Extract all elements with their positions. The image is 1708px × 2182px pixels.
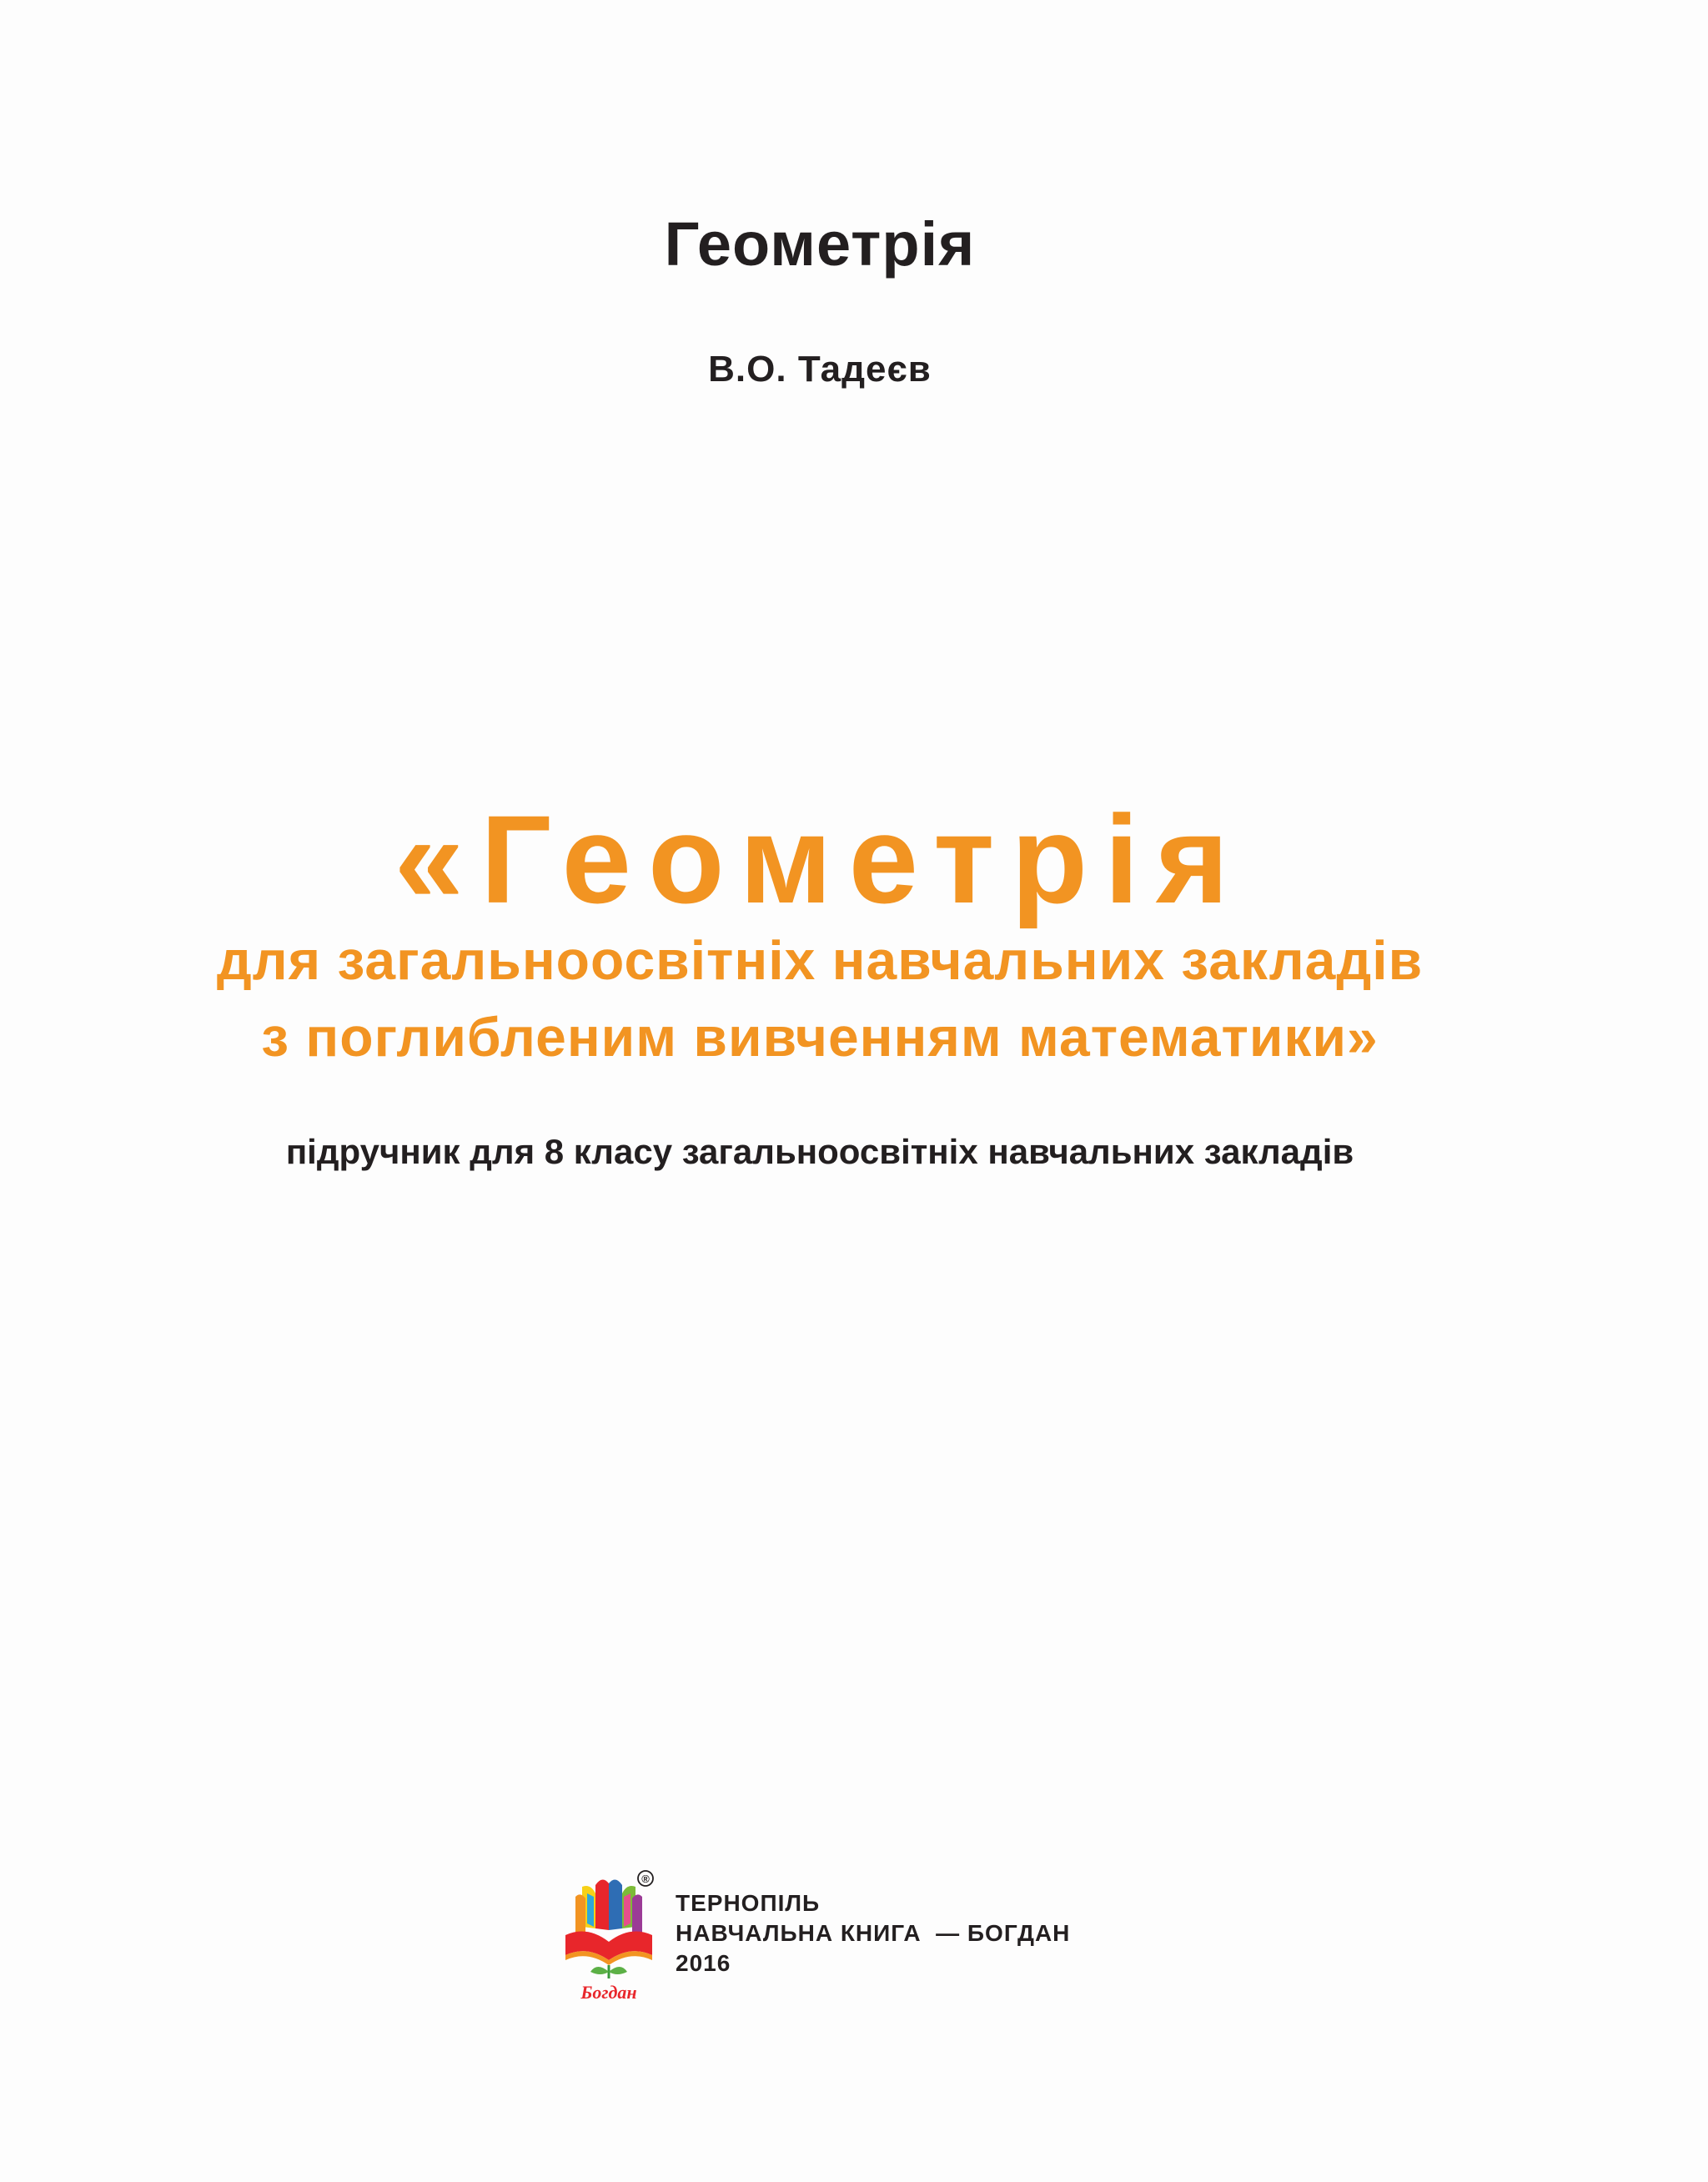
book-title-line-3: з поглибленим вивченням математики» — [261, 1006, 1379, 1068]
publisher-city: ТЕРНОПІЛЬ — [676, 1890, 821, 1916]
bogdan-logo-icon — [557, 1868, 661, 2006]
book-subtitle: підручник для 8 класу загальноосвітніх навчальних закладів — [285, 1132, 1354, 1171]
logo-text: Богдан — [580, 1982, 637, 2003]
registered-mark: ® — [641, 1873, 650, 1885]
publisher-info — [676, 1888, 1070, 1978]
page-title: Геометрія — [664, 209, 976, 279]
book-title-line-2: для загальноосвітніх навчальних закладів — [216, 929, 1424, 991]
publisher-name: НАВЧАЛЬНА КНИГА — БОГДАН — [676, 1920, 1071, 1946]
publisher-logo — [557, 1868, 661, 2006]
author-name: В.О. Тадеєв — [708, 349, 932, 390]
publication-year: 2016 — [676, 1950, 731, 1976]
book-title: «Геометрія — [394, 789, 1246, 929]
